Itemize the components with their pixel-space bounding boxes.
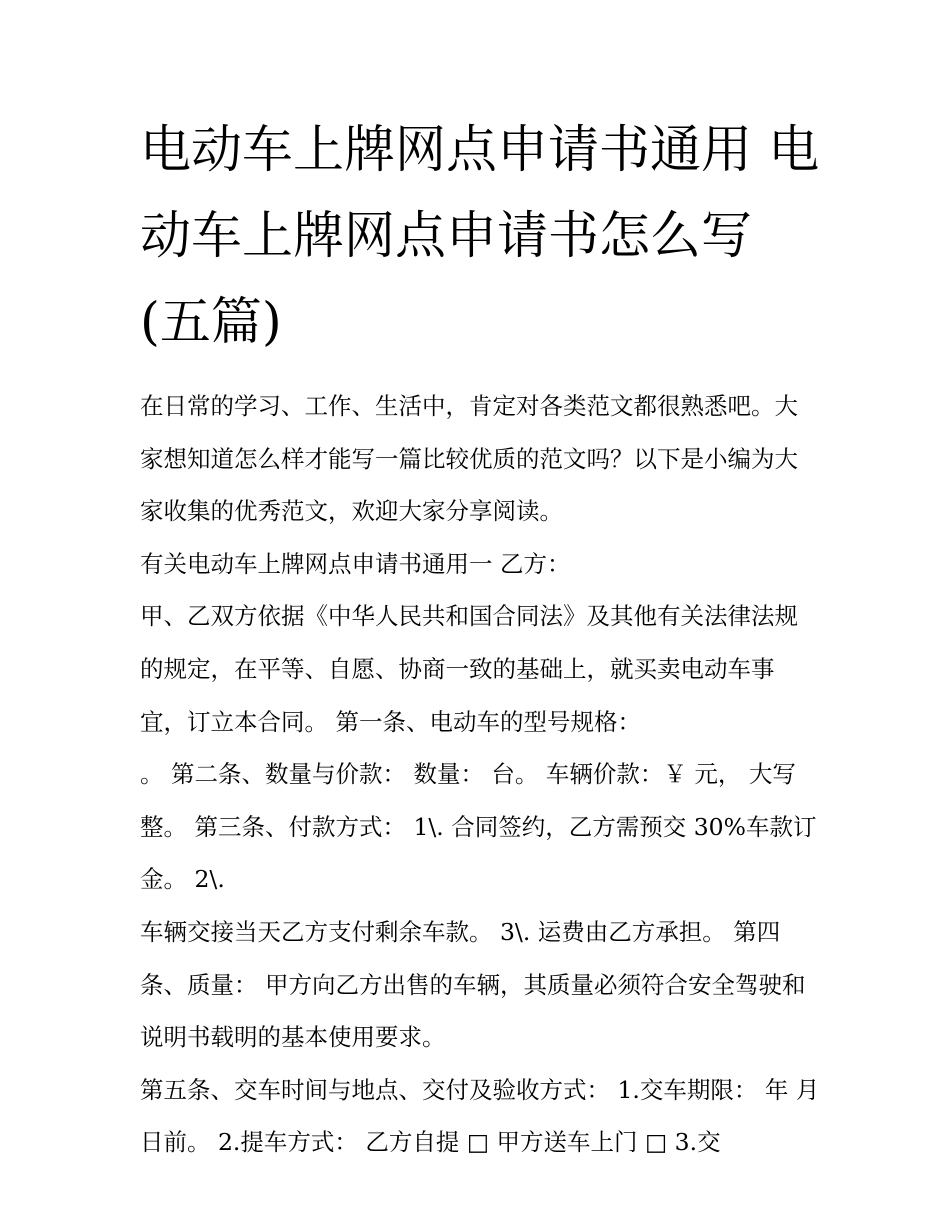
document-body — [140, 380, 820, 1169]
price-payment-paragraph: 。 第二条、数量与价款： 数量： 台。 车辆价款：￥ 元， 大写 整。 第三条、付款方式： 1\. 合同签约，乙方需预交 30%车款订金。 2\. — [140, 760, 817, 894]
document-title: 电动车上牌网点申请书通用 电动车上牌网点申请书怎么写(五篇) — [140, 121, 820, 352]
delivery-quality-paragraph: 车辆交接当天乙方支付剩余车款。 3\. 运费由乙方承担。 第四条、质量： 甲方向乙方出售的车辆，其质量必须符合安全驾驶和说明书载明的基本使用要求。 — [140, 917, 806, 1052]
contract-basis-paragraph: 甲、乙双方依据《中华人民共和国合同法》及其他有关法律法规的规定，在平等、自愿、协商一致的基础上，就买卖电动车事宜，订立本合同。 第一条、电动车的型号规格： — [140, 602, 798, 736]
section-heading-paragraph: 有关电动车上牌网点申请书通用一 乙方： — [140, 549, 571, 578]
intro-paragraph: 在日常的学习、工作、生活中，肯定对各类范文都很熟悉吧。大家想知道怎么样才能写一篇比较优质的范文吗？以下是小编为大家收集的优秀范文，欢迎大家分享阅读。 — [140, 392, 798, 526]
document-page — [140, 108, 820, 1169]
delivery-time-paragraph: 第五条、交车时间与地点、交付及验收方式： 1.交车期限： 年 月 日前。 2.提车方式： 乙方自提 □ 甲方送车上门 □ 3.交 — [140, 1075, 820, 1157]
